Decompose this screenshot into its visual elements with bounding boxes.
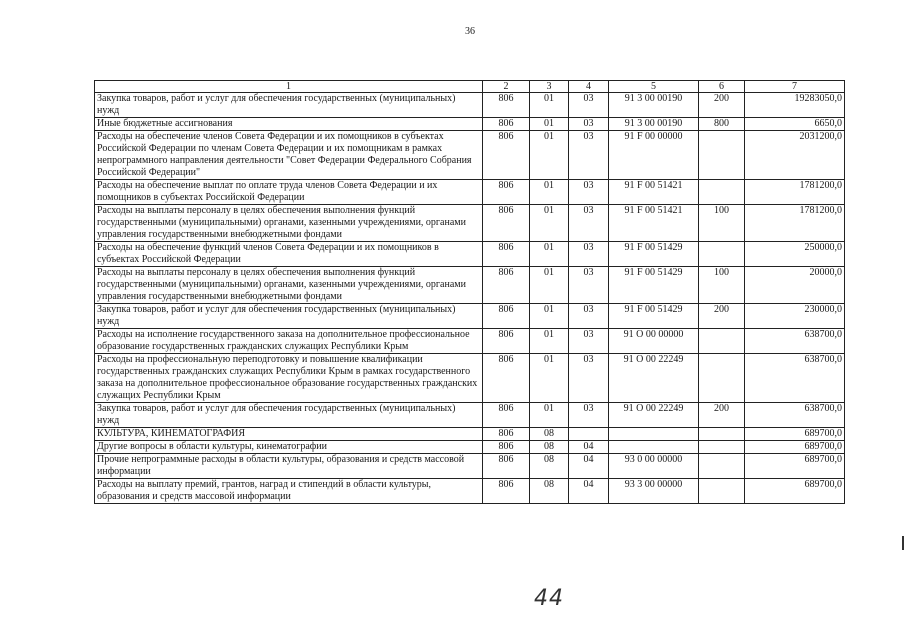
table-row xyxy=(95,304,845,329)
row-target-article: 91 F 00 51421 xyxy=(609,180,699,205)
row-expense-type: 800 xyxy=(699,118,745,131)
row-ministry-code: 806 xyxy=(483,454,530,479)
table-row xyxy=(95,354,845,403)
row-section: 01 xyxy=(530,403,569,428)
table-body xyxy=(95,93,845,504)
row-expense-type: 200 xyxy=(699,304,745,329)
row-expense-type xyxy=(699,479,745,504)
row-amount: 20000,0 xyxy=(745,267,845,304)
row-description: Расходы на выплаты персоналу в целях обеспечения выполнения функций государственными (муниципальными) органами, казенными учреждениями, органами управления государственными внебюджетными фондами xyxy=(95,267,483,304)
column-header: 3 xyxy=(530,81,569,93)
table-row xyxy=(95,403,845,428)
row-ministry-code: 806 xyxy=(483,441,530,454)
page-number: 36 xyxy=(465,26,475,37)
table-row xyxy=(95,93,845,118)
table-row xyxy=(95,180,845,205)
table-row xyxy=(95,242,845,267)
row-ministry-code: 806 xyxy=(483,180,530,205)
row-target-article: 91 F 00 51421 xyxy=(609,205,699,242)
row-description: Закупка товаров, работ и услуг для обеспечения государственных (муниципальных) нужд xyxy=(95,304,483,329)
row-subsection: 04 xyxy=(569,479,609,504)
row-ministry-code: 806 xyxy=(483,329,530,354)
row-target-article: 93 0 00 00000 xyxy=(609,454,699,479)
row-amount: 689700,0 xyxy=(745,441,845,454)
row-section: 01 xyxy=(530,267,569,304)
table-row xyxy=(95,479,845,504)
row-target-article: 93 3 00 00000 xyxy=(609,479,699,504)
margin-mark xyxy=(902,536,904,550)
row-section: 08 xyxy=(530,428,569,441)
row-description: Расходы на профессиональную переподготовку и повышение квалификации государственных гражданских служащих Республики Крым в рамках государственного заказа на дополнительное профессиональное образование государственных гражданских служащих Республики Крым xyxy=(95,354,483,403)
row-subsection: 04 xyxy=(569,441,609,454)
row-amount: 19283050,0 xyxy=(745,93,845,118)
row-expense-type: 200 xyxy=(699,403,745,428)
table-row xyxy=(95,267,845,304)
row-section: 01 xyxy=(530,118,569,131)
row-amount: 638700,0 xyxy=(745,354,845,403)
budget-table xyxy=(94,80,845,504)
row-target-article: 91 O 00 00000 xyxy=(609,329,699,354)
row-ministry-code: 806 xyxy=(483,403,530,428)
row-target-article xyxy=(609,428,699,441)
row-expense-type xyxy=(699,242,745,267)
row-description: Прочие непрограммные расходы в области культуры, образования и средств массовой информации xyxy=(95,454,483,479)
row-section: 01 xyxy=(530,242,569,267)
row-description: Расходы на обеспечение выплат по оплате труда членов Совета Федерации и их помощников в субъектах Российской Федерации xyxy=(95,180,483,205)
row-subsection xyxy=(569,428,609,441)
row-subsection: 03 xyxy=(569,304,609,329)
table-header xyxy=(95,81,845,93)
row-ministry-code: 806 xyxy=(483,479,530,504)
row-amount: 689700,0 xyxy=(745,479,845,504)
row-subsection: 03 xyxy=(569,180,609,205)
row-expense-type xyxy=(699,131,745,180)
table-row xyxy=(95,329,845,354)
row-expense-type xyxy=(699,441,745,454)
row-subsection: 03 xyxy=(569,403,609,428)
row-amount: 6650,0 xyxy=(745,118,845,131)
row-expense-type xyxy=(699,180,745,205)
row-amount: 230000,0 xyxy=(745,304,845,329)
table-row xyxy=(95,131,845,180)
row-amount: 638700,0 xyxy=(745,403,845,428)
row-description: Расходы на обеспечение функций членов Совета Федерации и их помощников в субъектах Российской Федерации xyxy=(95,242,483,267)
row-section: 01 xyxy=(530,93,569,118)
row-subsection: 03 xyxy=(569,131,609,180)
row-subsection: 03 xyxy=(569,242,609,267)
row-ministry-code: 806 xyxy=(483,354,530,403)
row-amount: 250000,0 xyxy=(745,242,845,267)
row-subsection: 03 xyxy=(569,267,609,304)
row-section: 01 xyxy=(530,205,569,242)
row-section: 01 xyxy=(530,304,569,329)
row-target-article: 91 3 00 00190 xyxy=(609,93,699,118)
row-amount: 689700,0 xyxy=(745,428,845,441)
row-expense-type xyxy=(699,329,745,354)
row-target-article: 91 F 00 51429 xyxy=(609,267,699,304)
row-target-article: 91 3 00 00190 xyxy=(609,118,699,131)
row-ministry-code: 806 xyxy=(483,304,530,329)
row-description: Иные бюджетные ассигнования xyxy=(95,118,483,131)
column-header: 6 xyxy=(699,81,745,93)
column-header: 5 xyxy=(609,81,699,93)
row-description: Закупка товаров, работ и услуг для обеспечения государственных (муниципальных) нужд xyxy=(95,93,483,118)
row-description: Расходы на исполнение государственного заказа на дополнительное профессиональное образование государственных гражданских служащих Республики Крым xyxy=(95,329,483,354)
table-row xyxy=(95,428,845,441)
row-amount: 1781200,0 xyxy=(745,205,845,242)
row-description: Другие вопросы в области культуры, кинематографии xyxy=(95,441,483,454)
row-target-article: 91 O 00 22249 xyxy=(609,403,699,428)
row-ministry-code: 806 xyxy=(483,93,530,118)
row-description: Расходы на выплаты персоналу в целях обеспечения выполнения функций государственными (муниципальными) органами, казенными учреждениями, органами управления государственными внебюджетными фондами xyxy=(95,205,483,242)
row-amount: 1781200,0 xyxy=(745,180,845,205)
column-header: 4 xyxy=(569,81,609,93)
row-expense-type xyxy=(699,354,745,403)
row-subsection: 03 xyxy=(569,354,609,403)
row-expense-type: 200 xyxy=(699,93,745,118)
row-amount: 2031200,0 xyxy=(745,131,845,180)
row-section: 08 xyxy=(530,454,569,479)
table-row xyxy=(95,118,845,131)
row-ministry-code: 806 xyxy=(483,428,530,441)
row-subsection: 03 xyxy=(569,205,609,242)
row-expense-type xyxy=(699,454,745,479)
row-section: 08 xyxy=(530,441,569,454)
row-expense-type: 100 xyxy=(699,267,745,304)
row-ministry-code: 806 xyxy=(483,205,530,242)
column-header: 1 xyxy=(95,81,483,93)
row-subsection: 03 xyxy=(569,329,609,354)
row-section: 01 xyxy=(530,180,569,205)
handwritten-page-number: 44 xyxy=(534,586,564,611)
row-target-article: 91 F 00 51429 xyxy=(609,304,699,329)
row-subsection: 04 xyxy=(569,454,609,479)
table-row xyxy=(95,454,845,479)
row-amount: 638700,0 xyxy=(745,329,845,354)
row-section: 01 xyxy=(530,131,569,180)
row-target-article: 91 F 00 51429 xyxy=(609,242,699,267)
row-section: 01 xyxy=(530,354,569,403)
row-section: 08 xyxy=(530,479,569,504)
row-section: 01 xyxy=(530,329,569,354)
row-description: КУЛЬТУРА, КИНЕМАТОГРАФИЯ xyxy=(95,428,483,441)
row-target-article: 91 F 00 00000 xyxy=(609,131,699,180)
row-expense-type xyxy=(699,428,745,441)
row-ministry-code: 806 xyxy=(483,242,530,267)
row-target-article xyxy=(609,441,699,454)
row-description: Закупка товаров, работ и услуг для обеспечения государственных (муниципальных) нужд xyxy=(95,403,483,428)
row-description: Расходы на выплату премий, грантов, наград и стипендий в области культуры, образования и средств массовой информации xyxy=(95,479,483,504)
column-header: 2 xyxy=(483,81,530,93)
row-ministry-code: 806 xyxy=(483,267,530,304)
column-header: 7 xyxy=(745,81,845,93)
row-ministry-code: 806 xyxy=(483,118,530,131)
row-subsection: 03 xyxy=(569,118,609,131)
row-description: Расходы на обеспечение членов Совета Федерации и их помощников в субъектах Российской Федерации по членам Совета Федерации и их помощникам в рамках непрограммного направления деятельности "Совет Федерации Федерального Собрания Российской Федерации" xyxy=(95,131,483,180)
row-expense-type: 100 xyxy=(699,205,745,242)
table-row xyxy=(95,205,845,242)
row-ministry-code: 806 xyxy=(483,131,530,180)
row-subsection: 03 xyxy=(569,93,609,118)
row-amount: 689700,0 xyxy=(745,454,845,479)
table-row xyxy=(95,441,845,454)
row-target-article: 91 O 00 22249 xyxy=(609,354,699,403)
